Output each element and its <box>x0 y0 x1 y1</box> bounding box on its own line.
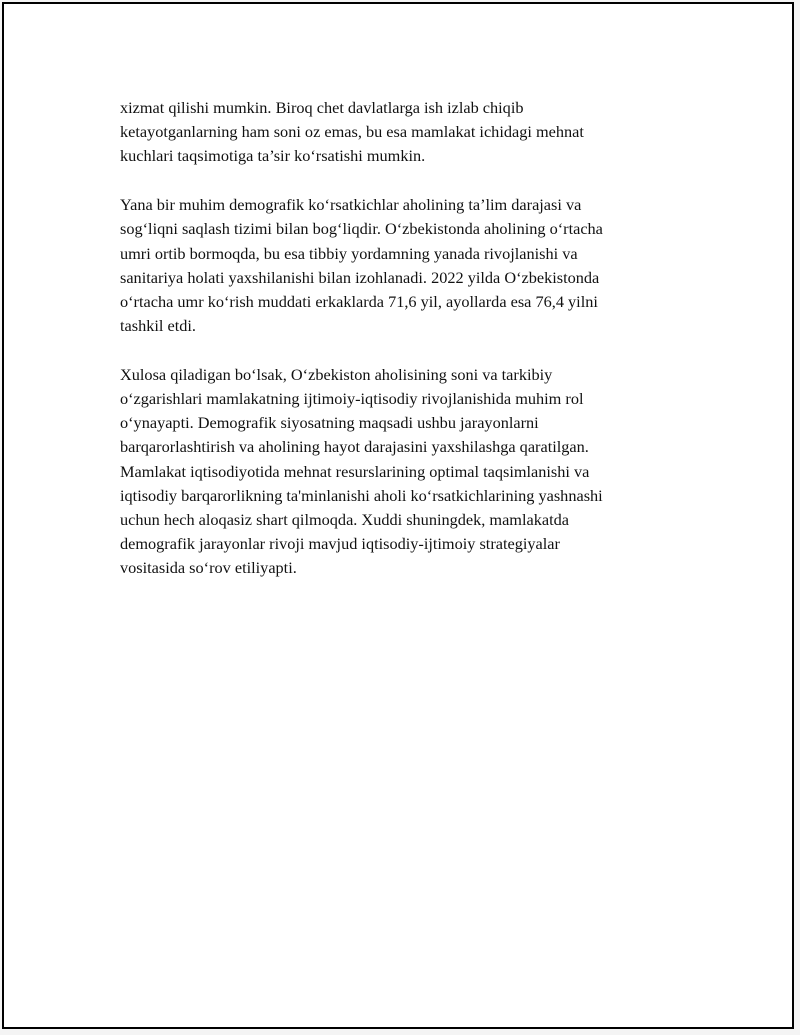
paragraph-labor-migration: xizmat qilishi mumkin. Biroq chet davlatlarga ish izlab chiqib ketayotganlarning ham soni oz emas, bu esa mamlakat ichidagi mehnat kuchlari taqsimotiga ta’sir ko‘rsatishi mumkin. <box>120 98 584 166</box>
paragraph-education-health: Yana bir muhim demografik ko‘rsatkichlar aholining ta’lim darajasi va sog‘liqni saqlash tizimi bilan bog‘liqdir. O‘zbekistonda aholining o‘rtacha umri ortib bormoqda, bu esa tibbiy yordamning yanada rivojlanishi va sanitariya holati yaxshilanishi bilan izohlanadi. 2022 yilda O‘zbekistonda o‘rtacha umr ko‘rish muddati erkaklarda 71,6 yil, ayollarda esa 76,4 yilni tashkil etdi. <box>120 195 603 336</box>
paragraph-conclusion: Xulosa qiladigan bo‘lsak, O‘zbekiston aholisining soni va tarkibiy o‘zgarishlari mamlakatning ijtimoiy-iqtisodiy rivojlanishida muhim rol o‘ynayapti. Demografik siyosatning maqsadi ushbu jarayonlarni barqarorlashtirish va aholining hayot darajasini yaxshilashga qaratilgan. Mamlakat iqtisodiyotida mehnat resurslarining optimal taqsimlanishi va iqtisodiy barqarorlikning ta'minlanishi aholi ko‘rsatkichlarining yashnashi uchun hech aloqasiz shart qilmoqda. Xuddi shuningdek, mamlakatda demografik jarayonlar rivoji mavjud iqtisodiy-ijtimoiy strategiyalar vositasida so‘rov etiliyapti. <box>120 364 603 578</box>
document-page <box>2 2 794 1029</box>
document-body <box>120 96 680 605</box>
